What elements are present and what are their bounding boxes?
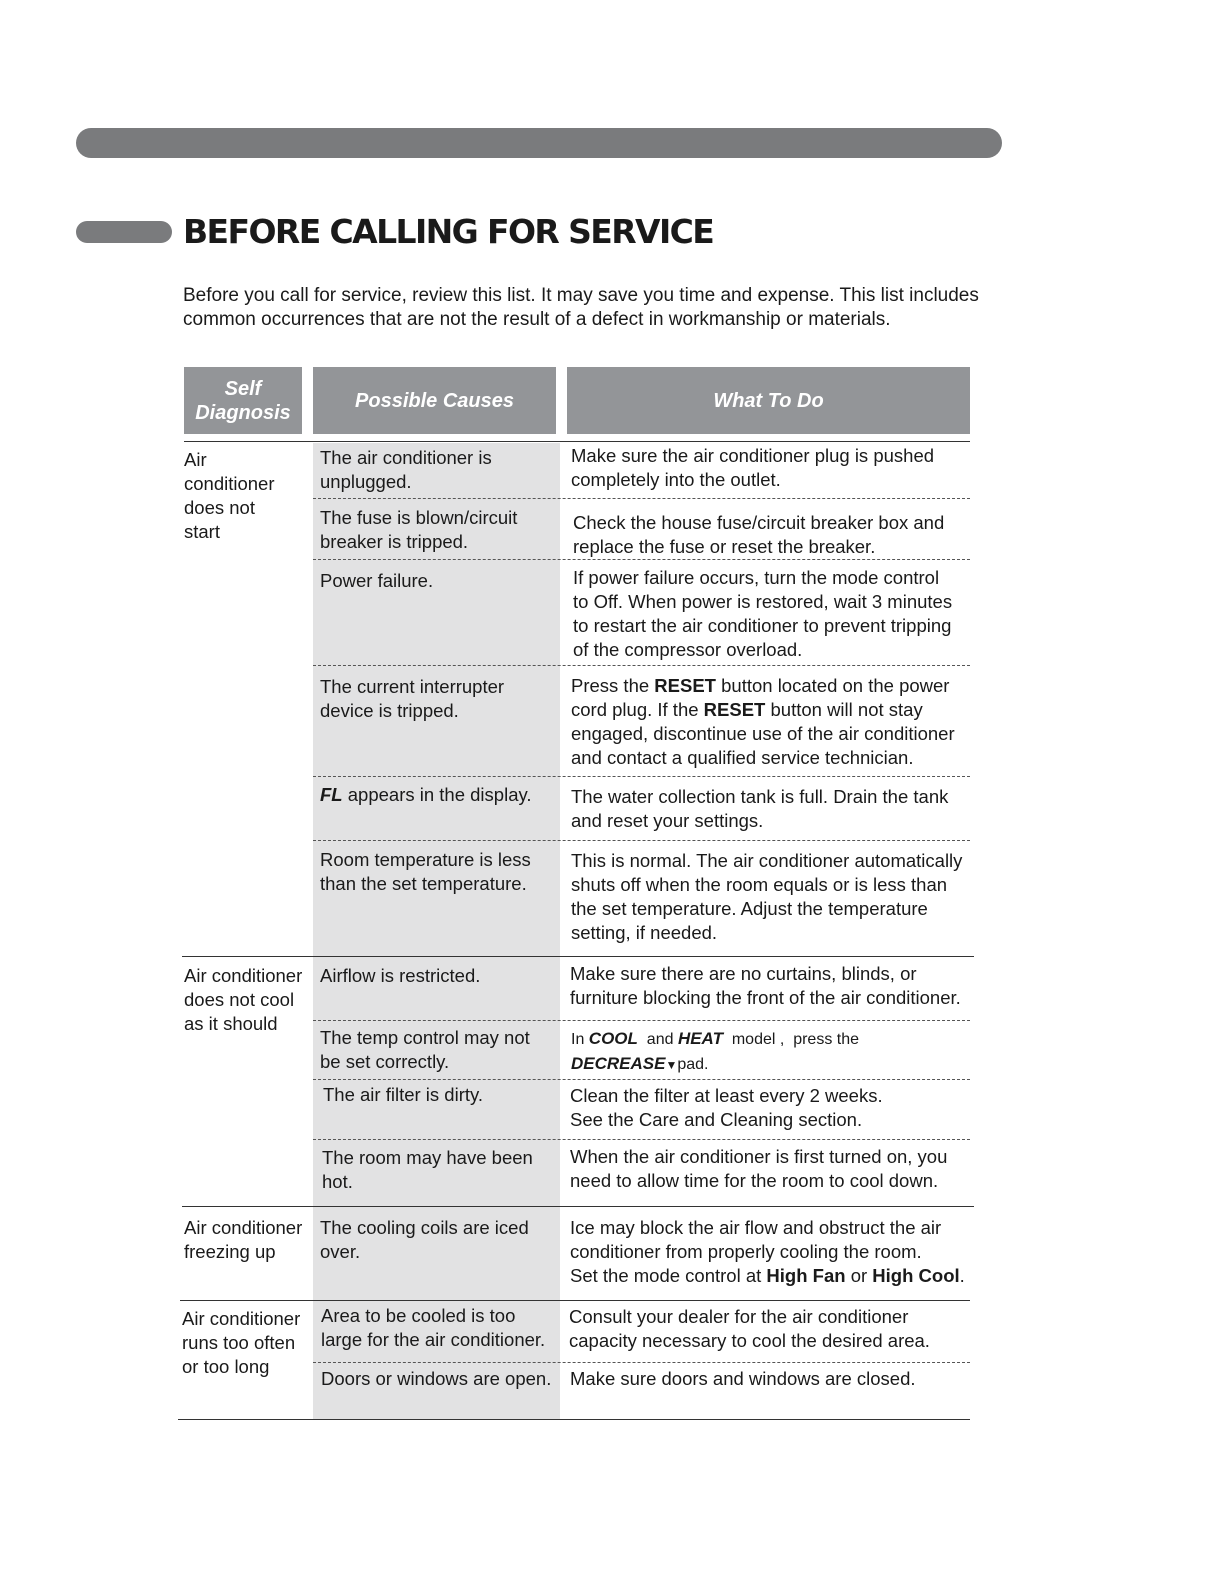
cause-cell: The temp control may not be set correctly. (320, 1027, 530, 1072)
cause-cell: Doors or windows are open. (321, 1368, 552, 1389)
cause-cell: The air filter is dirty. (323, 1084, 484, 1105)
header-bar (76, 128, 1002, 158)
cause-cell: The fuse is blown/circuit breaker is tripped. (320, 507, 518, 552)
header-what-to-do: What To Do (567, 367, 970, 434)
todo-cell: Consult your dealer for the air conditioner capacity necessary to cool the desired area. (569, 1306, 930, 1351)
todo-cell: If power failure occurs, turn the mode control to Off. When power is restored, wait 3 minutes to restart the air conditioner to prevent tripping of the compressor overload. (573, 567, 953, 660)
cause-cell: The current interrupter device is tripped. (320, 676, 505, 721)
cause-cell: FL appears in the display. (320, 784, 532, 805)
todo-cell: The water collection tank is full. Drain the tank and reset your settings. (571, 786, 949, 831)
row-divider (313, 840, 970, 841)
todo-cell: Make sure there are no curtains, blinds, or furniture blocking the front of the air conditioner. (570, 963, 961, 1008)
decrease-arrow-icon: ▼ (665, 1058, 678, 1072)
todo-cell: Ice may block the air flow and obstruct the air conditioner from properly cooling the room. Set the mode control at High Fan or High Cool. (570, 1217, 965, 1286)
todo-cell: In COOL and HEAT model , press the DECREASE▼pad. (571, 1029, 860, 1073)
todo-cell: Press the RESET button located on the power cord plug. If the RESET button will not stay engaged, discontinue use of the air conditioner and contact a qualified service technician. (571, 675, 955, 768)
cause-cell: The air conditioner is unplugged. (320, 447, 492, 492)
page-title: BEFORE CALLING FOR SERVICE (183, 212, 714, 251)
diagnosis-runs-too-often: Air conditioner runs too often or too long (182, 1308, 301, 1377)
todo-cell: Check the house fuse/circuit breaker box and replace the fuse or reset the breaker. (573, 512, 945, 557)
cause-cell: Room temperature is less than the set temperature. (320, 849, 531, 894)
row-divider (313, 1139, 970, 1140)
todo-cell: Make sure the air conditioner plug is pushed completely into the outlet. (571, 445, 935, 490)
row-divider (313, 776, 970, 777)
cause-cell: The room may have been hot. (322, 1147, 533, 1192)
table-divider (182, 956, 974, 957)
table-divider (184, 441, 970, 442)
todo-cell: When the air conditioner is first turned on, you need to allow time for the room to cool down. (570, 1146, 948, 1191)
diagnosis-freezing-up: Air conditioner freezing up (184, 1217, 303, 1262)
diagnosis-does-not-start: Air conditioner does not start (184, 449, 275, 542)
row-divider (313, 1362, 970, 1363)
intro-text: Before you call for service, review this list. It may save you time and expense. This list includes common occurrences that are not the result of a defect in workmanship or materials. (183, 285, 979, 330)
cause-cell: Power failure. (320, 570, 434, 591)
row-divider (313, 559, 970, 560)
row-divider (313, 665, 970, 666)
header-self-diagnosis: Self Diagnosis (184, 367, 302, 434)
section-marker (76, 221, 172, 243)
todo-cell: This is normal. The air conditioner automatically shuts off when the room equals or is less than the set temperature. Adjust the temperature setting, if needed. (571, 850, 963, 943)
row-divider (313, 498, 970, 499)
row-divider (313, 1020, 970, 1021)
todo-cell: Clean the filter at least every 2 weeks. See the Care and Cleaning section. (570, 1085, 883, 1130)
cause-cell: Area to be cooled is too large for the air conditioner. (321, 1305, 546, 1350)
header-possible-causes: Possible Causes (313, 367, 556, 434)
diagnosis-does-not-cool: Air conditioner does not cool as it should (184, 965, 303, 1034)
cause-cell: Airflow is restricted. (320, 965, 481, 986)
todo-cell: Make sure doors and windows are closed. (570, 1368, 916, 1389)
cause-cell: The cooling coils are iced over. (320, 1217, 529, 1262)
table-divider (180, 1300, 970, 1301)
table-divider (182, 1206, 974, 1207)
row-divider (313, 1079, 970, 1080)
table-divider (178, 1419, 970, 1420)
